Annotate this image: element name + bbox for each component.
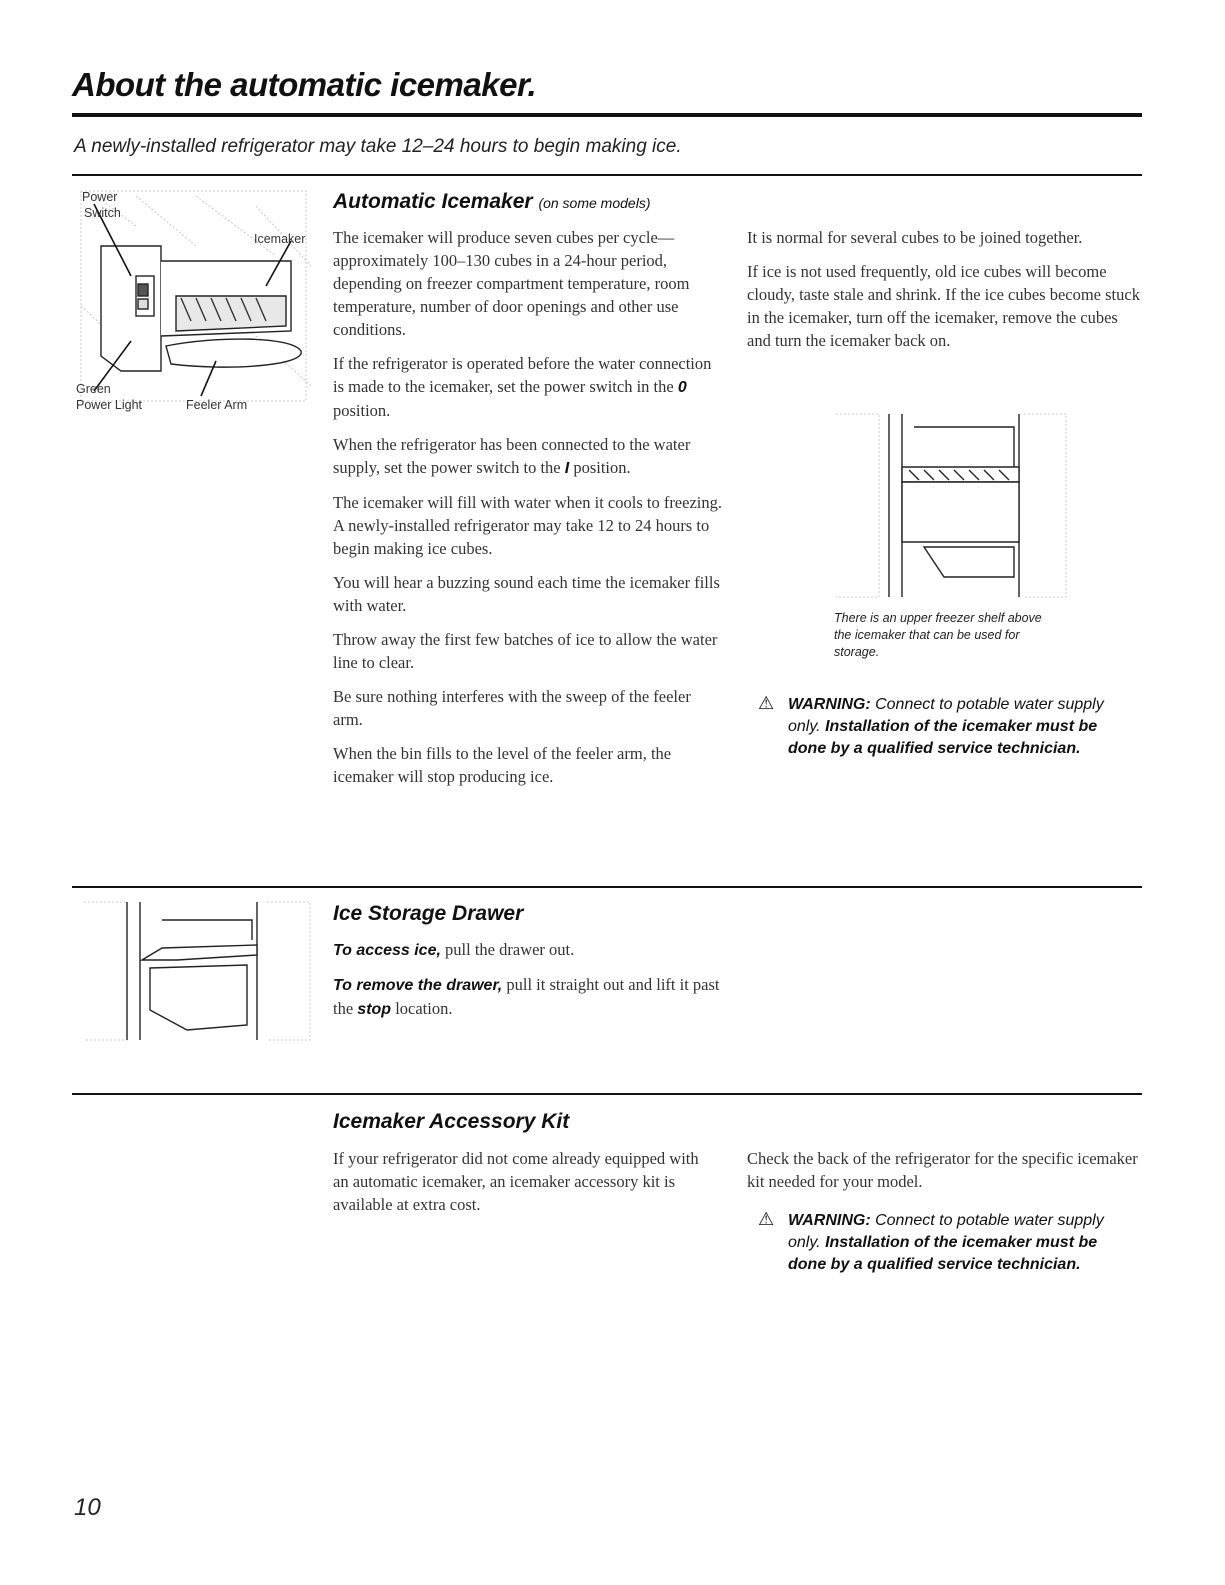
shelf-caption: There is an upper freezer shelf above the icemaker that can be used for storage.	[834, 611, 1042, 659]
warning-label: WARNING:	[788, 1212, 871, 1229]
paragraph	[333, 352, 723, 422]
heading-note: (on some models)	[538, 195, 651, 211]
automatic-icemaker-section	[333, 190, 723, 214]
paragraph: If ice is not used frequently, old ice cubes will become cloudy, taste stale and shrink. If the ice cubes become stuck in the icemaker, turn off the icemaker, remove the cubes and turn the icemaker back on.	[747, 262, 1140, 350]
paragraph: You will hear a buzzing sound each time the icemaker fills with water.	[333, 573, 720, 615]
symbol-zero: 0	[677, 379, 687, 396]
freezer-shelf-illustration	[834, 412, 1069, 602]
ice-storage-body	[333, 938, 723, 1032]
symbol-one: I	[564, 460, 570, 477]
warning-bold-text: Installation of the icemaker must be done by a qualified service technician.	[788, 718, 1098, 757]
heading-text: Automatic Icemaker	[333, 190, 533, 213]
text: If the refrigerator is operated before the water connection is made to the icemaker, set the power switch in the	[333, 354, 712, 396]
paragraph: It is normal for several cubes to be joined together.	[747, 228, 1083, 247]
section-heading	[333, 190, 723, 214]
ice-drawer-illustration	[82, 900, 312, 1045]
stop-label: stop	[357, 1001, 392, 1018]
text: position.	[333, 401, 391, 420]
automatic-icemaker-body	[333, 226, 723, 799]
label-icemaker: Icemaker	[254, 232, 306, 246]
warning-triangle-icon: ⚠	[758, 693, 775, 713]
label-feeler-arm: Feeler Arm	[186, 398, 248, 412]
remove-label: To remove the drawer,	[333, 977, 503, 994]
access-label: To access ice,	[333, 942, 441, 959]
text: When the refrigerator has been connected to the water supply, set the power switch to the	[333, 435, 691, 477]
accessory-kit-heading: Icemaker Accessory Kit	[333, 1110, 570, 1133]
paragraph	[333, 973, 723, 1021]
page-title: About the automatic icemaker.	[72, 66, 537, 103]
accessory-kit-section	[333, 1110, 723, 1134]
accessory-kit-right	[747, 1147, 1147, 1204]
warning-text: Connect to potable water supply only.	[788, 696, 1104, 735]
text: position.	[569, 458, 631, 477]
ice-storage-section	[333, 902, 723, 926]
warning-triangle-icon: ⚠	[758, 1209, 775, 1229]
paragraph: The icemaker will produce seven cubes per cycle—approximately 100–130 cubes in a 24-hour period, depending on freezer compartment temperature, room temperature, number of door openings and other use conditions.	[333, 228, 690, 339]
label-green: Green	[76, 382, 111, 396]
paragraph	[333, 938, 723, 962]
page-subtitle: A newly-installed refrigerator may take 12–24 hours to begin making ice.	[74, 136, 682, 157]
text: location.	[391, 999, 453, 1018]
section-rule-3	[72, 1093, 1142, 1095]
text: pull the drawer out.	[440, 940, 575, 959]
right-column	[747, 226, 1142, 363]
freezer-shelf-figure	[834, 412, 1069, 602]
section-rule-1	[72, 174, 1142, 176]
ice-drawer-figure	[82, 900, 312, 1045]
title-rule	[72, 113, 1142, 117]
accessory-warning-notice	[758, 1208, 1118, 1276]
label-power-light: Power Light	[76, 398, 143, 412]
paragraph	[333, 433, 723, 480]
page-number: 10	[74, 1494, 101, 1521]
label-switch: Switch	[84, 206, 121, 220]
ice-storage-heading: Ice Storage Drawer	[333, 902, 524, 925]
icemaker-figure	[76, 186, 316, 412]
accessory-kit-body	[333, 1147, 708, 1227]
warning-notice	[758, 692, 1118, 760]
paragraph: Throw away the first few batches of ice to allow the water line to clear.	[333, 630, 718, 672]
text: pull it straight out and lift it past the	[333, 975, 720, 1018]
paragraph: If your refrigerator did not come already equipped with an automatic icemaker, an icemaker accessory kit is available at extra cost.	[333, 1149, 699, 1214]
paragraph: Check the back of the refrigerator for the specific icemaker kit needed for your model.	[747, 1149, 1138, 1191]
paragraph: Be sure nothing interferes with the sweep of the feeler arm.	[333, 687, 691, 729]
warning-label: WARNING:	[788, 696, 871, 713]
label-power: Power	[82, 190, 118, 204]
section-rule-2	[72, 886, 1142, 888]
warning-text: Connect to potable water supply only.	[788, 1212, 1104, 1251]
warning-bold-text: Installation of the icemaker must be done by a qualified service technician.	[788, 1234, 1098, 1273]
paragraph: When the bin fills to the level of the feeler arm, the icemaker will stop producing ice.	[333, 744, 672, 786]
paragraph: The icemaker will fill with water when it cools to freezing. A newly-installed refrigerator may take 12 to 24 hours to begin making ice cubes.	[333, 493, 722, 558]
